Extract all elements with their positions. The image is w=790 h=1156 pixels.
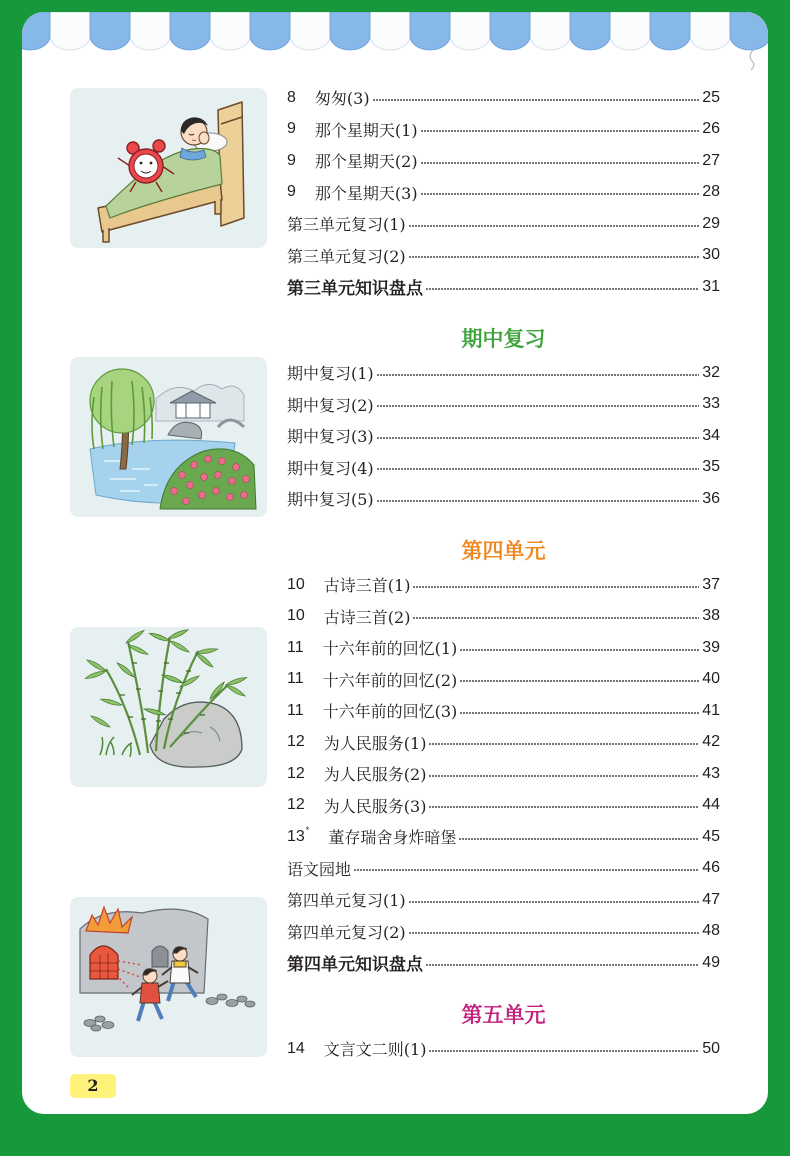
dot-leader: [459, 838, 699, 840]
lesson-number: 13: [287, 827, 305, 845]
toc-entry: [287, 452, 720, 484]
awning-scallop: [650, 12, 690, 50]
page-number: 43: [702, 764, 720, 782]
lesson-number: 12: [287, 733, 305, 751]
toc-entry-summary: [287, 271, 720, 303]
illustration-sleeping-child: [70, 88, 267, 248]
dot-leader: [413, 617, 699, 619]
toc-entry: [287, 420, 720, 452]
page-number: 30: [702, 246, 720, 264]
toc-entry: [287, 483, 720, 515]
entry-title: 语文园地: [287, 859, 352, 879]
dot-leader: [426, 964, 699, 966]
dot-leader: [377, 500, 699, 502]
entry-title: 那个星期天(1): [314, 120, 418, 140]
illustration-bunker: [70, 897, 267, 1057]
page-number: 45: [702, 827, 720, 845]
awning-decoration: [22, 12, 768, 72]
page-number: 37: [702, 575, 720, 593]
entry-title: 董存瑞舍身炸暗堡: [328, 828, 457, 848]
bunker-icon: [70, 897, 267, 1057]
entry-title: 期中复习(4): [287, 458, 374, 478]
dot-leader: [421, 130, 699, 132]
section-heading-midterm: 期中复习: [461, 327, 546, 351]
awning-scallop: [170, 12, 210, 50]
entry-title: 为人民服务(1): [323, 733, 427, 753]
lesson-number: 9: [287, 151, 296, 169]
dot-leader: [429, 806, 699, 808]
page-number: 28: [702, 183, 720, 201]
awning-scallop: [610, 12, 650, 50]
dot-leader: [354, 869, 699, 871]
dot-leader: [429, 775, 699, 777]
toc-entry: [287, 1033, 720, 1065]
page-number: 31: [702, 277, 720, 295]
lesson-number: 9: [287, 120, 296, 138]
dot-leader: [429, 1050, 699, 1052]
entry-title: 古诗三首(1): [323, 576, 411, 596]
entry-title: 匆匆(3): [314, 89, 370, 109]
dot-leader: [421, 162, 699, 164]
dot-leader: [377, 405, 699, 407]
dot-leader: [429, 743, 699, 745]
entry-title: 期中复习(2): [287, 395, 374, 415]
page-number: 39: [702, 638, 720, 656]
section-heading-unit-4: 第四单元: [461, 539, 546, 563]
lesson-number: 11: [287, 638, 304, 656]
toc-entry: [287, 82, 720, 114]
page-number: 36: [702, 489, 720, 507]
lesson-number: 11: [287, 701, 304, 719]
entry-title: 第三单元知识盘点: [287, 279, 423, 299]
toc-entry: [287, 695, 720, 727]
page-number: 25: [702, 88, 720, 106]
page-number: 44: [702, 796, 720, 814]
page-number: 42: [702, 733, 720, 751]
page-number: 40: [702, 670, 720, 688]
page-number-badge: 2: [70, 1074, 116, 1098]
toc-entry: [287, 884, 720, 916]
page-number: 50: [702, 1039, 720, 1057]
page-number: 35: [702, 458, 720, 476]
entry-title: 为人民服务(2): [323, 765, 427, 785]
awning-curl: [750, 50, 754, 70]
lesson-number: 8: [287, 88, 296, 106]
dot-leader: [421, 193, 699, 195]
page-number: 32: [702, 363, 720, 381]
section-heading-unit-5: 第五单元: [461, 1003, 546, 1027]
page-number: 48: [702, 922, 720, 940]
awning-scallop: [50, 12, 90, 50]
dot-leader: [409, 901, 699, 903]
awning-scallop: [130, 12, 170, 50]
page-number: 41: [702, 701, 720, 719]
bamboo-icon: [70, 627, 267, 787]
awning-scallop: [330, 12, 370, 50]
entry-title: 第四单元知识盘点: [287, 955, 423, 975]
entry-title: 期中复习(5): [287, 490, 374, 510]
page-number: 34: [702, 426, 720, 444]
awning-scallop: [250, 12, 290, 50]
awning-scallop: [290, 12, 330, 50]
doorway: [152, 946, 168, 967]
page-number: 49: [702, 953, 720, 971]
toc-entry-summary: [287, 947, 720, 979]
dot-leader: [409, 256, 699, 258]
illustration-bamboo: [70, 627, 267, 787]
awning-scallop: [210, 12, 250, 50]
toc-entry: [287, 821, 720, 853]
dot-leader: [413, 586, 699, 588]
entry-title: 古诗三首(2): [323, 607, 411, 627]
lesson-number: 12: [287, 796, 305, 814]
toc-entry: [287, 240, 720, 272]
awning-scallop: [90, 12, 130, 50]
dot-leader: [377, 468, 699, 470]
toc-entry: [287, 632, 720, 664]
toc-entry: [287, 916, 720, 948]
optional-lesson-mark: *: [305, 824, 310, 835]
toc-entry: [287, 389, 720, 421]
page-number: 46: [702, 859, 720, 877]
entry-title: 第四单元复习(2): [287, 922, 406, 942]
rock: [150, 702, 242, 767]
toc-entry: [287, 758, 720, 790]
bunker-opening: [90, 946, 118, 979]
page-number: 27: [702, 151, 720, 169]
awning-scallop: [530, 12, 570, 50]
entry-title: 第三单元复习(2): [287, 246, 406, 266]
page-number: 38: [702, 607, 720, 625]
dot-leader: [460, 649, 699, 651]
dot-leader: [460, 680, 699, 682]
lesson-number: 12: [287, 764, 305, 782]
table-of-contents: [287, 82, 720, 1065]
toc-entry: [287, 208, 720, 240]
awning-scallop: [490, 12, 530, 50]
awning-scallop: [690, 12, 730, 50]
entry-title: 那个星期天(3): [314, 183, 418, 203]
dot-leader: [460, 712, 699, 714]
toc-entry: [287, 177, 720, 209]
awning-scallop: [22, 12, 50, 50]
page-number: 33: [702, 395, 720, 413]
entry-title: 十六年前的回忆(3): [322, 702, 458, 722]
toc-entry: [287, 114, 720, 146]
willow-pond-icon: [70, 357, 267, 517]
entry-title: 文言文二则(1): [323, 1040, 427, 1060]
page-number: 47: [702, 890, 720, 908]
awning-scallop: [410, 12, 450, 50]
illustration-willow-pond: [70, 357, 267, 517]
dot-leader: [409, 932, 699, 934]
sleeping-child-icon: [70, 88, 267, 248]
entry-title: 第四单元复习(1): [287, 891, 406, 911]
lesson-number: 14: [287, 1039, 305, 1057]
toc-entry: [287, 601, 720, 633]
awning-scallop: [370, 12, 410, 50]
lesson-number: 11: [287, 670, 304, 688]
toc-entry: [287, 790, 720, 822]
dot-leader: [409, 225, 699, 227]
lesson-number: 10: [287, 607, 305, 625]
dot-leader: [377, 437, 699, 439]
entry-title: 十六年前的回忆(1): [322, 639, 458, 659]
awning-scallop: [450, 12, 490, 50]
dot-leader: [426, 288, 699, 290]
awning-scallop: [570, 12, 610, 50]
toc-entry: [287, 853, 720, 885]
awning-scallop: [730, 12, 768, 50]
lesson-number: 9: [287, 183, 296, 201]
toc-entry: [287, 664, 720, 696]
page-number: 29: [702, 214, 720, 232]
entry-title: 那个星期天(2): [314, 152, 418, 172]
awning-white-scallops: [50, 12, 730, 50]
child: [180, 117, 209, 160]
grass: [100, 737, 132, 757]
page-number: 26: [702, 120, 720, 138]
toc-entry: [287, 145, 720, 177]
entry-title: 期中复习(3): [287, 427, 374, 447]
dot-leader: [373, 99, 699, 101]
toc-entry: [287, 727, 720, 759]
toc-entry: [287, 357, 720, 389]
rock: [168, 422, 202, 439]
dot-leader: [377, 374, 699, 376]
entry-title: 第三单元复习(1): [287, 215, 406, 235]
entry-title: 期中复习(1): [287, 364, 374, 384]
entry-title: 十六年前的回忆(2): [322, 670, 458, 690]
toc-entry: [287, 569, 720, 601]
entry-title: 为人民服务(3): [323, 796, 427, 816]
lesson-number-group: [287, 824, 310, 846]
lesson-number: 10: [287, 575, 305, 593]
